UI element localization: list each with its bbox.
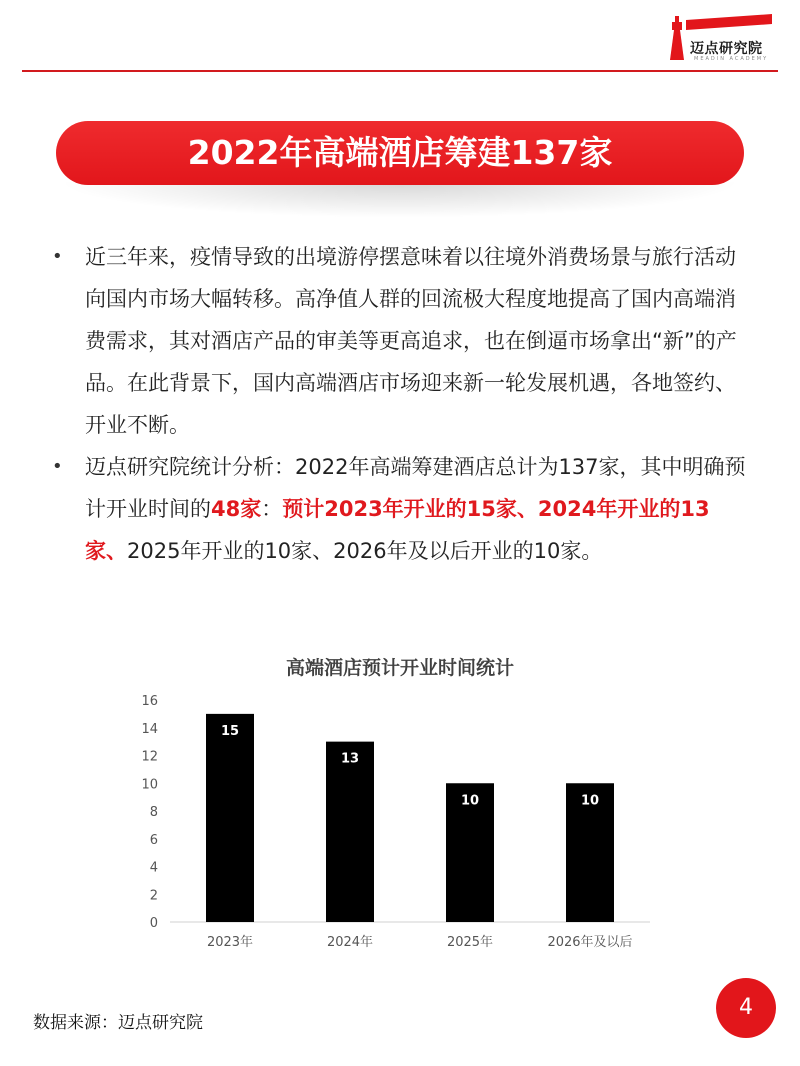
data-source: 数据来源：迈点研究院 (33, 1013, 203, 1033)
highlight-text: 48家 (211, 497, 262, 521)
y-tick-label: 14 (141, 721, 158, 737)
bullet-item (50, 446, 750, 572)
y-tick-label: 0 (149, 916, 158, 931)
y-tick-label: 8 (149, 805, 158, 820)
bullet-text: ： (261, 497, 283, 521)
bullet-item (50, 236, 750, 446)
bullet-list (50, 236, 750, 572)
bullet-dot-icon: • (52, 246, 63, 267)
y-tick-label: 4 (149, 860, 158, 876)
highlight-text: 预计2023年开业的15家、2024年开业的13家、 (85, 497, 710, 563)
data-label: 13 (340, 751, 360, 767)
header-divider (22, 70, 778, 72)
x-tick-label: 2024年 (326, 935, 374, 950)
x-tick-label: 2026年及以后 (547, 935, 633, 950)
data-label: 15 (220, 723, 240, 739)
bullet-text: 近三年来，疫情导致的出境游停摆意味着以往境外消费场景与旅行活动向国内市场大幅转移。高净值人群的回流极大程度地提高了国内高端消费需求，其对酒店产品的审美等更高追求，也在倒逼市场拿出“新”的产品。在此背景下，国内高端酒店市场迎来新一轮发展机遇，各地签约、开业不断。 (85, 245, 737, 437)
chart-title: 高端酒店预计开业时间统计 (285, 657, 514, 679)
page-title: 2022年高端酒店筹建137家 (56, 121, 744, 185)
data-label: 10 (460, 793, 480, 809)
y-tick-label: 16 (141, 694, 158, 709)
y-tick-label: 6 (149, 832, 158, 848)
bar-chart (130, 690, 670, 960)
bullet-dot-icon: • (52, 456, 63, 477)
x-tick-label: 2025年 (446, 935, 494, 950)
brand-sub: MEADIN ACADEMY (694, 56, 769, 62)
bullet-text: 2025年开业的10家、2026年及以后开业的10家。 (127, 539, 603, 563)
y-tick-label: 10 (141, 777, 158, 793)
y-tick-label: 12 (141, 749, 158, 765)
y-tick-label: 2 (149, 888, 158, 904)
banner-shadow (58, 182, 742, 218)
bar (206, 714, 254, 922)
x-tick-label: 2023年 (206, 935, 254, 950)
brand-logo (664, 12, 779, 64)
bar (326, 742, 374, 922)
page-number: 4 (716, 978, 776, 1038)
data-label: 10 (580, 793, 600, 809)
brand-name: 迈点研究院 (690, 41, 763, 57)
bullet-text: 迈点研究院统计分析：2022年高端筹建酒店总计为137家，其中明确预计开业时间的 (85, 455, 746, 521)
